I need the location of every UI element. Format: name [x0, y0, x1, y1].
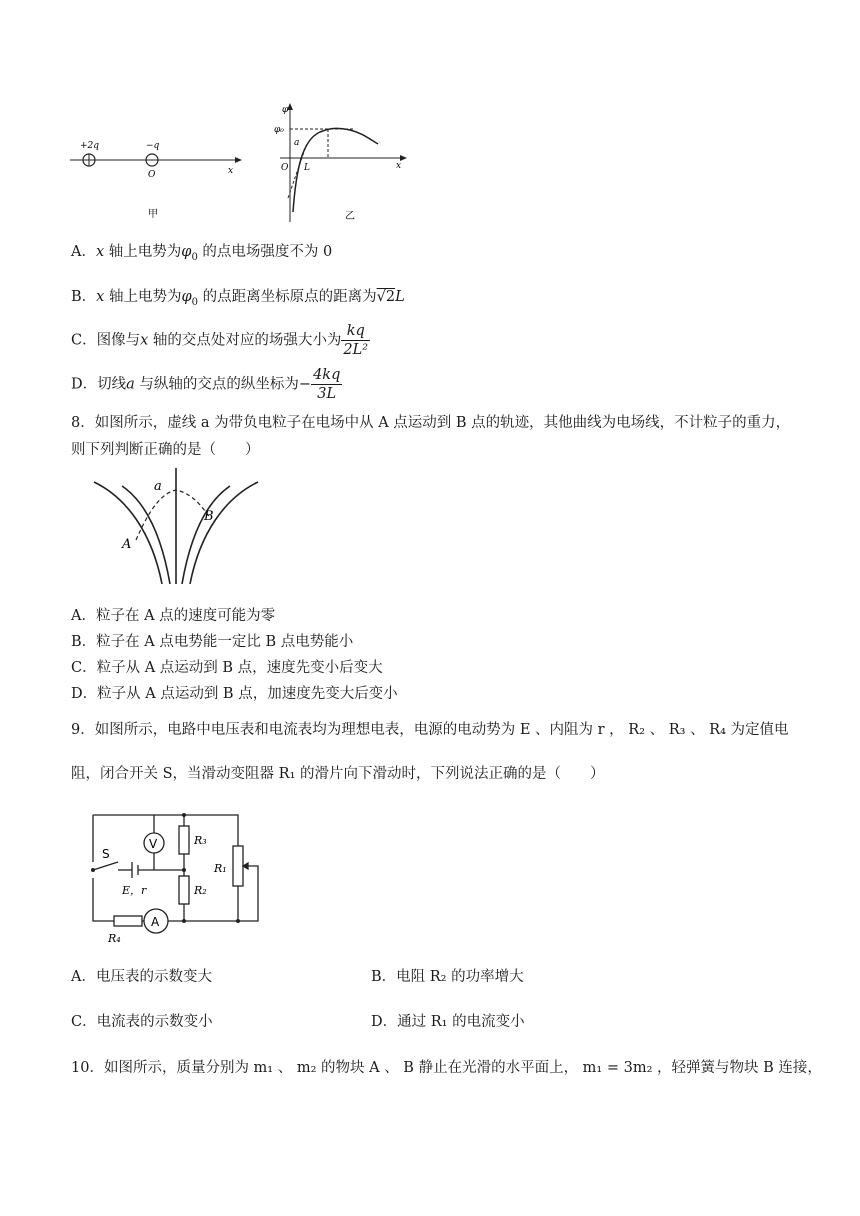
- q7-c-den: 2L²: [343, 342, 369, 358]
- q7-d-neg: −: [298, 376, 312, 393]
- q7-d-prefix: D．切线: [71, 376, 127, 393]
- q8-option-d[interactable]: D．粒子从 A 点运动到 B 点，加速度先变大后变小: [71, 686, 398, 702]
- q7-d-t2: 与纵轴的交点的纵坐标为: [134, 376, 299, 393]
- q9-fig-S: S: [102, 847, 110, 861]
- q7-b-sqrt: √2: [376, 289, 396, 305]
- q9-fig-V: V: [149, 837, 158, 851]
- q7-b-prefix: B．: [71, 289, 97, 305]
- q9-option-c[interactable]: C．电流表的示数变小: [71, 1014, 213, 1030]
- q7-b-t2: 轴上电势为: [104, 289, 182, 305]
- q9-fig-A: A: [151, 915, 160, 929]
- q8-fig-A: A: [122, 537, 132, 552]
- q9-fig-Er: E，r: [122, 884, 147, 897]
- jia-origin: O: [148, 170, 156, 180]
- q7-b-t5: 的点距离坐标原点的距离为: [197, 289, 377, 305]
- q9-fig-R3: R₃: [194, 834, 207, 847]
- q8-option-a[interactable]: A．粒子在 A 点的速度可能为零: [71, 608, 276, 624]
- jia-axis: x: [228, 166, 234, 176]
- figure-jia: [70, 135, 245, 230]
- q7-d-t1: a: [126, 376, 135, 393]
- q9-fig-R2: R₂: [194, 884, 207, 897]
- q9-stem-line1: 9．如图所示，电路中电压表和电流表均为理想电表，电源的电动势为 E 、内阻为 r ， R₂ 、 R₃ 、 R₄ 为定值电: [71, 722, 789, 738]
- q7-b-t1: x: [96, 289, 105, 305]
- jia-label-neg: −q: [146, 141, 160, 151]
- q7-a-t5: 的点电场强度不为 0: [197, 244, 333, 260]
- figure-q9-circuit: [88, 808, 268, 948]
- q9-option-b[interactable]: B．电阻 R₂ 的功率增大: [371, 969, 524, 985]
- yi-caption: 乙: [345, 211, 355, 222]
- jia-caption: 甲: [148, 209, 158, 220]
- q7-a-t1: x: [95, 244, 105, 260]
- q7-c-prefix: C．图像与: [71, 332, 141, 349]
- yi-phi-axis: φ: [282, 105, 289, 115]
- q9-fig-R1: R₁: [214, 862, 227, 875]
- q10-stem-line1: 10．如图所示，质量分别为 m₁ 、 m₂ 的物块 A 、 B 静止在光滑的水平面上， m₁ = 3m₂ ，轻弹簧与物块 B 连接，: [71, 1060, 822, 1076]
- q8-fig-B: B: [204, 509, 214, 524]
- q8-option-c[interactable]: C．粒子从 A 点运动到 B 点，速度先变小后变大: [71, 660, 383, 676]
- q8-stem-line1: 8．如图所示，虚线 a 为带负电粒子在电场中从 A 点运动到 B 点的轨迹，其他曲线为电场线，不计粒子的重力，: [71, 415, 791, 431]
- q9-fig-R4: R₄: [108, 932, 121, 945]
- q7-option-d[interactable]: [71, 366, 342, 403]
- q7-b-sub: 0: [191, 296, 198, 308]
- q7-b-L: L: [395, 289, 405, 305]
- q7-a-sub: 0: [191, 251, 198, 263]
- q7-option-c[interactable]: [71, 322, 370, 359]
- q7-d-num: 4kq: [313, 367, 341, 383]
- q8-option-b[interactable]: B．粒子在 A 点电势能一定比 B 点电势能小: [71, 634, 354, 650]
- yi-axis: x: [396, 161, 402, 171]
- q7-c-num: kq: [341, 322, 370, 341]
- q9-option-d[interactable]: D．通过 R₁ 的电流变小: [371, 1014, 525, 1030]
- yi-tangent: a: [294, 138, 300, 148]
- q7-a-t2: 轴上电势为: [104, 244, 182, 260]
- yi-L: L: [304, 163, 310, 173]
- q7-c-t1: x: [140, 332, 149, 349]
- q7-b-phi: φ: [181, 289, 192, 305]
- q7-a-phi: φ: [181, 244, 192, 260]
- q8-stem-line2: 则下列判断正确的是（ ）: [71, 442, 260, 458]
- q7-c-fraction: [341, 322, 370, 359]
- yi-origin: O: [281, 163, 289, 173]
- q7-option-a[interactable]: [71, 242, 332, 268]
- q7-a-prefix: A．: [71, 244, 96, 260]
- yi-phi0: φ₀: [274, 125, 284, 135]
- q8-fig-a: a: [154, 479, 162, 494]
- q9-option-a[interactable]: A．电压表的示数变大: [71, 969, 212, 985]
- figure-q8-field-lines: [92, 468, 272, 586]
- figure-yi: [270, 100, 410, 225]
- q7-d-fraction: [311, 366, 342, 403]
- q7-c-t2: 轴的交点处对应的场强大小为: [148, 332, 342, 349]
- q7-option-b[interactable]: [71, 287, 405, 313]
- q9-stem-line2: 阻，闭合开关 S，当滑动变阻器 R₁ 的滑片向下滑动时，下列说法正确的是（ ）: [71, 766, 605, 782]
- jia-label-pos: +2q: [80, 141, 100, 151]
- q7-d-den: 3L: [317, 386, 337, 402]
